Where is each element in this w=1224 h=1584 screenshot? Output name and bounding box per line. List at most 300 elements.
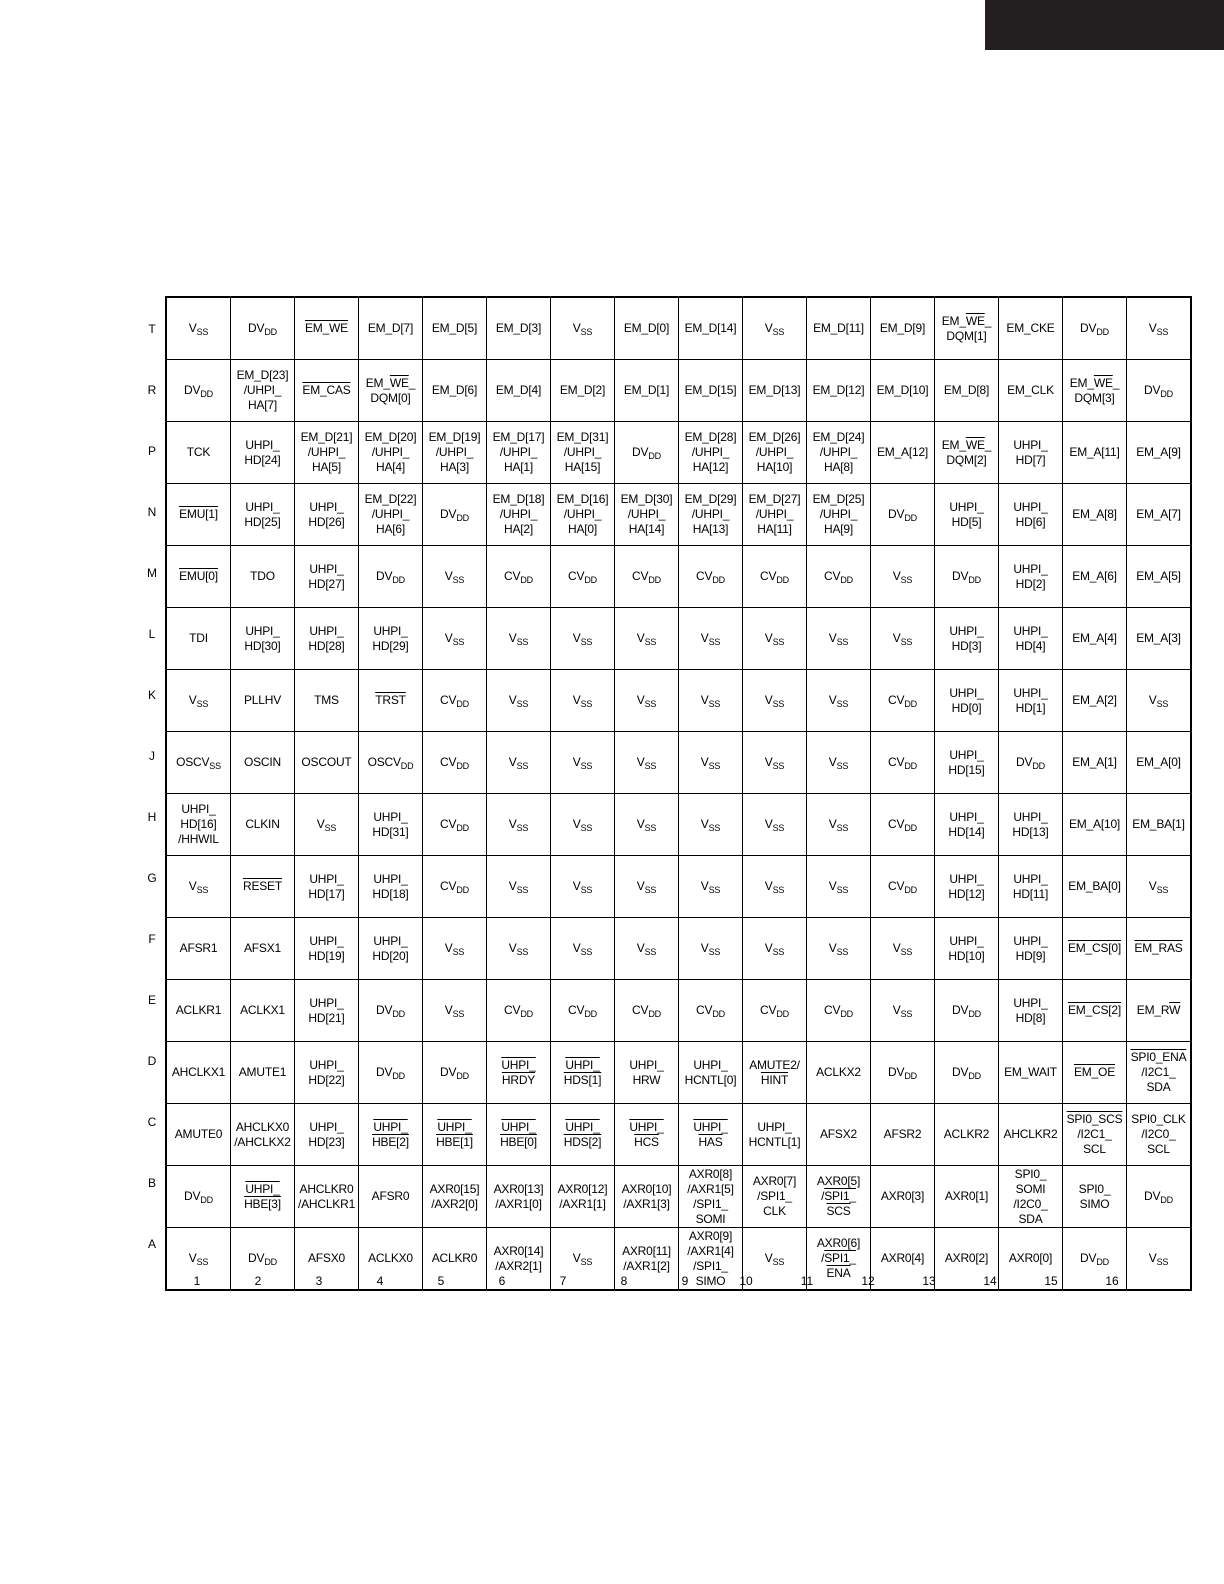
- ball-cell-C4: UHPI_ HBE[2]: [359, 1104, 423, 1166]
- ball-cell-N4: EM_D[22] /UHPI_ HA[6]: [359, 484, 423, 546]
- ball-cell-C5: UHPI_ HBE[1]: [423, 1104, 487, 1166]
- ball-cell-F8: $V_{SS}$: [615, 918, 679, 980]
- column-label-16: 16: [1105, 1274, 1119, 1288]
- ball-cell-L12: $V_{SS}$: [871, 608, 935, 670]
- ball-cell-N13: UHPI_ HD[5]: [935, 484, 999, 546]
- ball-cell-R15: $EM\_\overline{WE}\_$ DQM[3]: [1063, 360, 1127, 422]
- ball-cell-T14: EM_CKE: [999, 297, 1063, 360]
- row-label-C: C: [147, 1114, 157, 1129]
- ball-cell-T8: EM_D[0]: [615, 297, 679, 360]
- ball-cell-J2: OSCIN: [231, 732, 295, 794]
- ball-cell-L7: $V_{SS}$: [551, 608, 615, 670]
- ball-cell-P1: TCK: [166, 422, 231, 484]
- ball-cell-F16: EM_RAS: [1127, 918, 1192, 980]
- ball-cell-P3: EM_D[21] /UHPI_ HA[5]: [295, 422, 359, 484]
- ball-cell-E4: $DV_{DD}$: [359, 980, 423, 1042]
- column-label-1: 1: [193, 1274, 201, 1288]
- ball-cell-D8: UHPI_ HRW: [615, 1042, 679, 1104]
- row-label-M: M: [147, 565, 157, 580]
- ball-cell-F3: UHPI_ HD[19]: [295, 918, 359, 980]
- ball-cell-P12: EM_A[12]: [871, 422, 935, 484]
- ball-cell-E5: $V_{SS}$: [423, 980, 487, 1042]
- ball-cell-J13: UHPI_ HD[15]: [935, 732, 999, 794]
- ball-cell-H5: $CV_{DD}$: [423, 794, 487, 856]
- row-label-T: T: [148, 321, 156, 336]
- ball-cell-N10: EM_D[27] /UHPI_ HA[11]: [743, 484, 807, 546]
- ball-cell-T2: $DV_{DD}$: [231, 297, 295, 360]
- ball-cell-D1: AHCLKX1: [166, 1042, 231, 1104]
- row-label-L: L: [148, 626, 156, 641]
- ball-cell-P13: $EM\_\overline{WE}\_$ DQM[2]: [935, 422, 999, 484]
- ball-cell-H8: $V_{SS}$: [615, 794, 679, 856]
- ball-cell-C1: AMUTE0: [166, 1104, 231, 1166]
- row-label-N: N: [147, 504, 157, 519]
- ball-cell-F5: $V_{SS}$: [423, 918, 487, 980]
- ball-cell-H14: UHPI_ HD[13]: [999, 794, 1063, 856]
- ball-cell-G13: UHPI_ HD[12]: [935, 856, 999, 918]
- ball-cell-P10: EM_D[26] /UHPI_ HA[10]: [743, 422, 807, 484]
- ball-cell-G3: UHPI_ HD[17]: [295, 856, 359, 918]
- column-label-12: 12: [861, 1274, 875, 1288]
- ball-cell-T6: EM_D[3]: [487, 297, 551, 360]
- ball-cell-D3: UHPI_ HD[22]: [295, 1042, 359, 1104]
- ball-cell-P8: $DV_{DD}$: [615, 422, 679, 484]
- ball-cell-L6: $V_{SS}$: [487, 608, 551, 670]
- ball-cell-P6: EM_D[17] /UHPI_ HA[1]: [487, 422, 551, 484]
- ball-cell-H11: $V_{SS}$: [807, 794, 871, 856]
- ball-cell-B15: SPI0_ SIMO: [1063, 1166, 1127, 1228]
- row-label-R: R: [147, 382, 157, 397]
- ball-cell-M16: EM_A[5]: [1127, 546, 1192, 608]
- row-label-P: P: [147, 443, 156, 458]
- ball-cell-R3: EM_CAS: [295, 360, 359, 422]
- ball-cell-H15: EM_A[10]: [1063, 794, 1127, 856]
- ball-cell-P16: EM_A[9]: [1127, 422, 1192, 484]
- ball-cell-K11: $V_{SS}$: [807, 670, 871, 732]
- ball-cell-J14: $DV_{DD}$: [999, 732, 1063, 794]
- ball-cell-J11: $V_{SS}$: [807, 732, 871, 794]
- ball-cell-G11: $V_{SS}$: [807, 856, 871, 918]
- ball-cell-T13: $EM\_\overline{WE}\_$ DQM[1]: [935, 297, 999, 360]
- ball-cell-M13: $DV_{DD}$: [935, 546, 999, 608]
- ball-cell-J16: EM_A[0]: [1127, 732, 1192, 794]
- grid-row-K: [166, 670, 1191, 732]
- ball-cell-M8: $CV_{DD}$: [615, 546, 679, 608]
- ball-cell-M9: $CV_{DD}$: [679, 546, 743, 608]
- ball-cell-G16: $V_{SS}$: [1127, 856, 1192, 918]
- ball-cell-F2: AFSX1: [231, 918, 295, 980]
- ball-cell-G4: UHPI_ HD[18]: [359, 856, 423, 918]
- ball-cell-M4: $DV_{DD}$: [359, 546, 423, 608]
- ball-cell-E12: $V_{SS}$: [871, 980, 935, 1042]
- ball-cell-A11: AXR0[6] /SPI1_ $\overline{ENA}$: [807, 1228, 871, 1291]
- ball-cell-A7: $V_{SS}$: [551, 1228, 615, 1291]
- ball-cell-L15: EM_A[4]: [1063, 608, 1127, 670]
- ball-cell-M10: $CV_{DD}$: [743, 546, 807, 608]
- ball-cell-H4: UHPI_ HD[31]: [359, 794, 423, 856]
- ball-cell-R9: EM_D[15]: [679, 360, 743, 422]
- ball-cell-E16: $EM\_R\overline{W}$: [1127, 980, 1192, 1042]
- ball-cell-K6: $V_{SS}$: [487, 670, 551, 732]
- ball-cell-H9: $V_{SS}$: [679, 794, 743, 856]
- ball-cell-N14: UHPI_ HD[6]: [999, 484, 1063, 546]
- ball-cell-K2: PLLHV: [231, 670, 295, 732]
- ball-cell-K5: $CV_{DD}$: [423, 670, 487, 732]
- ball-cell-T16: $V_{SS}$: [1127, 297, 1192, 360]
- ball-cell-C16: SPI0_CLK /I2C0_ SCL: [1127, 1104, 1192, 1166]
- ball-cell-P11: EM_D[24] /UHPI_ HA[8]: [807, 422, 871, 484]
- ball-cell-J7: $V_{SS}$: [551, 732, 615, 794]
- ball-cell-E8: $CV_{DD}$: [615, 980, 679, 1042]
- ball-cell-B3: AHCLKR0 /AHCLKR1: [295, 1166, 359, 1228]
- ball-cell-K12: $CV_{DD}$: [871, 670, 935, 732]
- ball-cell-N12: $DV_{DD}$: [871, 484, 935, 546]
- ball-cell-G5: $CV_{DD}$: [423, 856, 487, 918]
- ball-cell-D16: SPI0_ENA /I2C1_ SDA: [1127, 1042, 1192, 1104]
- ball-cell-L8: $V_{SS}$: [615, 608, 679, 670]
- ball-cell-M11: $CV_{DD}$: [807, 546, 871, 608]
- ball-cell-D5: $DV_{DD}$: [423, 1042, 487, 1104]
- column-label-14: 14: [983, 1274, 997, 1288]
- row-label-K: K: [147, 687, 156, 702]
- ball-cell-B6: AXR0[13] /AXR1[0]: [487, 1166, 551, 1228]
- ball-cell-T12: EM_D[9]: [871, 297, 935, 360]
- grid-row-D: [166, 1042, 1191, 1104]
- ball-cell-A14: AXR0[0]: [999, 1228, 1063, 1291]
- ball-cell-D4: $DV_{DD}$: [359, 1042, 423, 1104]
- ball-cell-G10: $V_{SS}$: [743, 856, 807, 918]
- ball-cell-F10: $V_{SS}$: [743, 918, 807, 980]
- ball-cell-E9: $CV_{DD}$: [679, 980, 743, 1042]
- ball-cell-D12: $DV_{DD}$: [871, 1042, 935, 1104]
- ball-cell-N16: EM_A[7]: [1127, 484, 1192, 546]
- row-label-H: H: [147, 809, 157, 824]
- ball-cell-N3: UHPI_ HD[26]: [295, 484, 359, 546]
- ball-cell-J8: $V_{SS}$: [615, 732, 679, 794]
- ball-cell-C14: AHCLKR2: [999, 1104, 1063, 1166]
- ball-cell-C12: AFSR2: [871, 1104, 935, 1166]
- ball-cell-R11: EM_D[12]: [807, 360, 871, 422]
- ball-cell-P7: EM_D[31] /UHPI_ HA[15]: [551, 422, 615, 484]
- ball-cell-R16: $DV_{DD}$: [1127, 360, 1192, 422]
- ball-cell-B1: $DV_{DD}$: [166, 1166, 231, 1228]
- ball-cell-K14: UHPI_ HD[1]: [999, 670, 1063, 732]
- ball-cell-G9: $V_{SS}$: [679, 856, 743, 918]
- ball-cell-F1: AFSR1: [166, 918, 231, 980]
- page-corner-tab: [985, 0, 1224, 50]
- ball-cell-C7: UHPI_ HDS[2]: [551, 1104, 615, 1166]
- ball-cell-R6: EM_D[4]: [487, 360, 551, 422]
- column-label-3: 3: [315, 1274, 323, 1288]
- ball-cell-N5: $DV_{DD}$: [423, 484, 487, 546]
- grid-row-F: [166, 918, 1191, 980]
- ball-cell-F9: $V_{SS}$: [679, 918, 743, 980]
- ball-cell-A1: $V_{SS}$: [166, 1228, 231, 1291]
- ball-cell-F7: $V_{SS}$: [551, 918, 615, 980]
- ball-cell-E11: $CV_{DD}$: [807, 980, 871, 1042]
- ball-cell-B9: AXR0[8] /AXR1[5] /SPI1_ SOMI: [679, 1166, 743, 1228]
- ball-cell-A3: AFSX0: [295, 1228, 359, 1291]
- ball-cell-B2: UHPI_ HBE[3]: [231, 1166, 295, 1228]
- row-label-A: A: [147, 1236, 156, 1251]
- ball-cell-H16: EM_BA[1]: [1127, 794, 1192, 856]
- ball-cell-L1: TDI: [166, 608, 231, 670]
- ball-cell-T4: EM_D[7]: [359, 297, 423, 360]
- ball-cell-D10: AMUTE2/ HINT: [743, 1042, 807, 1104]
- ball-cell-G12: $CV_{DD}$: [871, 856, 935, 918]
- ball-cell-H2: CLKIN: [231, 794, 295, 856]
- ball-cell-J5: $CV_{DD}$: [423, 732, 487, 794]
- ball-cell-H12: $CV_{DD}$: [871, 794, 935, 856]
- ball-cell-R4: $EM\_\overline{WE}\_$ DQM[0]: [359, 360, 423, 422]
- ball-cell-R1: $DV_{DD}$: [166, 360, 231, 422]
- ball-cell-L16: EM_A[3]: [1127, 608, 1192, 670]
- ball-cell-R13: EM_D[8]: [935, 360, 999, 422]
- ball-cell-P14: UHPI_ HD[7]: [999, 422, 1063, 484]
- ball-cell-L10: $V_{SS}$: [743, 608, 807, 670]
- ball-cell-B14: SPI0_ SOMI /I2C0_ SDA: [999, 1166, 1063, 1228]
- row-label-F: F: [148, 931, 156, 946]
- ball-cell-B13: AXR0[1]: [935, 1166, 999, 1228]
- ball-cell-A10: $V_{SS}$: [743, 1228, 807, 1291]
- grid-row-T: [166, 297, 1191, 360]
- ball-cell-H13: UHPI_ HD[14]: [935, 794, 999, 856]
- ball-cell-R2: EM_D[23] /UHPI_ HA[7]: [231, 360, 295, 422]
- grid-row-B: [166, 1166, 1191, 1228]
- ball-cell-G8: $V_{SS}$: [615, 856, 679, 918]
- ball-cell-L2: UHPI_ HD[30]: [231, 608, 295, 670]
- ball-cell-E6: $CV_{DD}$: [487, 980, 551, 1042]
- ball-cell-M3: UHPI_ HD[27]: [295, 546, 359, 608]
- ball-cell-B4: AFSR0: [359, 1166, 423, 1228]
- grid-row-L: [166, 608, 1191, 670]
- ball-cell-T5: EM_D[5]: [423, 297, 487, 360]
- ball-cell-C9: UHPI_ $\overline{HAS}$: [679, 1104, 743, 1166]
- column-label-11: 11: [800, 1274, 814, 1288]
- ball-cell-K15: EM_A[2]: [1063, 670, 1127, 732]
- column-label-10: 10: [739, 1274, 753, 1288]
- ball-cell-R14: EM_CLK: [999, 360, 1063, 422]
- ball-cell-B16: $DV_{DD}$: [1127, 1166, 1192, 1228]
- ball-cell-J12: $CV_{DD}$: [871, 732, 935, 794]
- ball-cell-J4: $OSCV_{DD}$: [359, 732, 423, 794]
- ball-cell-G1: $V_{SS}$: [166, 856, 231, 918]
- ball-cell-T9: EM_D[14]: [679, 297, 743, 360]
- ball-cell-E15: EM_CS[2]: [1063, 980, 1127, 1042]
- ball-cell-F11: $V_{SS}$: [807, 918, 871, 980]
- ball-cell-F14: UHPI_ HD[9]: [999, 918, 1063, 980]
- grid-row-G: [166, 856, 1191, 918]
- ball-cell-J1: $OSCV_{SS}$: [166, 732, 231, 794]
- ball-cell-H1: UHPI_ HD[16] /HHWIL: [166, 794, 231, 856]
- column-label-5: 5: [437, 1274, 445, 1288]
- ball-cell-N6: EM_D[18] /UHPI_ HA[2]: [487, 484, 551, 546]
- ball-cell-E2: ACLKX1: [231, 980, 295, 1042]
- ball-cell-B12: AXR0[3]: [871, 1166, 935, 1228]
- ball-cell-F4: UHPI_ HD[20]: [359, 918, 423, 980]
- ball-cell-N8: EM_D[30] /UHPI_ HA[14]: [615, 484, 679, 546]
- ball-cell-D14: EM_WAIT: [999, 1042, 1063, 1104]
- ball-cell-K13: UHPI_ HD[0]: [935, 670, 999, 732]
- ball-cell-T7: $V_{SS}$: [551, 297, 615, 360]
- ball-cell-R7: EM_D[2]: [551, 360, 615, 422]
- ball-cell-J9: $V_{SS}$: [679, 732, 743, 794]
- ball-cell-T3: EM_WE: [295, 297, 359, 360]
- grid-row-M: [166, 546, 1191, 608]
- ball-cell-K7: $V_{SS}$: [551, 670, 615, 732]
- row-label-B: B: [147, 1175, 156, 1190]
- ball-cell-F6: $V_{SS}$: [487, 918, 551, 980]
- ball-cell-K10: $V_{SS}$: [743, 670, 807, 732]
- ball-cell-G15: EM_BA[0]: [1063, 856, 1127, 918]
- column-label-2: 2: [254, 1274, 262, 1288]
- ball-cell-M14: UHPI_ HD[2]: [999, 546, 1063, 608]
- column-label-7: 7: [559, 1274, 567, 1288]
- grid-row-C: [166, 1104, 1191, 1166]
- ball-cell-P5: EM_D[19] /UHPI_ HA[3]: [423, 422, 487, 484]
- ball-cell-P9: EM_D[28] /UHPI_ HA[12]: [679, 422, 743, 484]
- grid-row-E: [166, 980, 1191, 1042]
- ball-cell-M15: EM_A[6]: [1063, 546, 1127, 608]
- ball-cell-E7: $CV_{DD}$: [551, 980, 615, 1042]
- row-label-E: E: [147, 992, 156, 1007]
- ball-cell-J15: EM_A[1]: [1063, 732, 1127, 794]
- ball-cell-C13: ACLKR2: [935, 1104, 999, 1166]
- ball-cell-N9: EM_D[29] /UHPI_ HA[13]: [679, 484, 743, 546]
- grid-row-R: [166, 360, 1191, 422]
- ball-cell-P4: EM_D[20] /UHPI_ HA[4]: [359, 422, 423, 484]
- ball-cell-D2: AMUTE1: [231, 1042, 295, 1104]
- ball-cell-K1: $V_{SS}$: [166, 670, 231, 732]
- ball-cell-J10: $V_{SS}$: [743, 732, 807, 794]
- ball-cell-H6: $V_{SS}$: [487, 794, 551, 856]
- ball-cell-A8: AXR0[11] /AXR1[2]: [615, 1228, 679, 1291]
- ball-cell-P15: EM_A[11]: [1063, 422, 1127, 484]
- ball-cell-H10: $V_{SS}$: [743, 794, 807, 856]
- ball-cell-N15: EM_A[8]: [1063, 484, 1127, 546]
- ball-cell-C8: UHPI_ $\overline{HCS}$: [615, 1104, 679, 1166]
- ball-cell-D9: UHPI_ HCNTL[0]: [679, 1042, 743, 1104]
- ball-cell-C6: UHPI_ HBE[0]: [487, 1104, 551, 1166]
- ball-cell-N2: UHPI_ HD[25]: [231, 484, 295, 546]
- ball-cell-A16: $V_{SS}$: [1127, 1228, 1192, 1291]
- ball-cell-A2: $DV_{DD}$: [231, 1228, 295, 1291]
- ball-cell-T11: EM_D[11]: [807, 297, 871, 360]
- ball-cell-F12: $V_{SS}$: [871, 918, 935, 980]
- grid-row-H: [166, 794, 1191, 856]
- ball-cell-K3: TMS: [295, 670, 359, 732]
- ball-cell-B10: AXR0[7] /SPI1_ CLK: [743, 1166, 807, 1228]
- row-label-G: G: [147, 870, 157, 885]
- ball-cell-D13: $DV_{DD}$: [935, 1042, 999, 1104]
- ball-cell-A12: AXR0[4]: [871, 1228, 935, 1291]
- ball-cell-D7: UHPI_ HDS[1]: [551, 1042, 615, 1104]
- ball-cell-K16: $V_{SS}$: [1127, 670, 1192, 732]
- ball-cell-T15: $DV_{DD}$: [1063, 297, 1127, 360]
- ball-cell-E1: ACLKR1: [166, 980, 231, 1042]
- ball-cell-R5: EM_D[6]: [423, 360, 487, 422]
- ball-cell-L4: UHPI_ HD[29]: [359, 608, 423, 670]
- ball-cell-T10: $V_{SS}$: [743, 297, 807, 360]
- ball-cell-F15: EM_CS[0]: [1063, 918, 1127, 980]
- column-label-8: 8: [620, 1274, 628, 1288]
- ball-cell-A6: AXR0[14] /AXR2[1]: [487, 1228, 551, 1291]
- ball-grid-table: [165, 296, 1192, 1291]
- ball-cell-B11: AXR0[5] /SPI1_ $\overline{SCS}$: [807, 1166, 871, 1228]
- ball-cell-A4: ACLKX0: [359, 1228, 423, 1291]
- column-label-4: 4: [376, 1274, 384, 1288]
- ball-cell-E10: $CV_{DD}$: [743, 980, 807, 1042]
- ball-cell-H3: $V_{SS}$: [295, 794, 359, 856]
- ball-cell-K4: TRST: [359, 670, 423, 732]
- ball-cell-M6: $CV_{DD}$: [487, 546, 551, 608]
- ball-cell-F13: UHPI_ HD[10]: [935, 918, 999, 980]
- ball-cell-L9: $V_{SS}$: [679, 608, 743, 670]
- ball-cell-K8: $V_{SS}$: [615, 670, 679, 732]
- grid-row-N: [166, 484, 1191, 546]
- ball-cell-P2: UHPI_ HD[24]: [231, 422, 295, 484]
- ball-cell-C10: UHPI_ HCNTL[1]: [743, 1104, 807, 1166]
- ball-cell-B5: AXR0[15] /AXR2[0]: [423, 1166, 487, 1228]
- ball-cell-G7: $V_{SS}$: [551, 856, 615, 918]
- ball-cell-G14: UHPI_ HD[11]: [999, 856, 1063, 918]
- ball-cell-L13: UHPI_ HD[3]: [935, 608, 999, 670]
- ball-cell-A15: $DV_{DD}$: [1063, 1228, 1127, 1291]
- ball-cell-C2: AHCLKX0 /AHCLKX2: [231, 1104, 295, 1166]
- ball-cell-M12: $V_{SS}$: [871, 546, 935, 608]
- ball-cell-C3: UHPI_ HD[23]: [295, 1104, 359, 1166]
- ball-cell-G2: RESET: [231, 856, 295, 918]
- column-label-6: 6: [498, 1274, 506, 1288]
- ball-cell-E3: UHPI_ HD[21]: [295, 980, 359, 1042]
- grid-row-P: [166, 422, 1191, 484]
- ball-cell-B7: AXR0[12] /AXR1[1]: [551, 1166, 615, 1228]
- ball-cell-D11: ACLKX2: [807, 1042, 871, 1104]
- ball-cell-L14: UHPI_ HD[4]: [999, 608, 1063, 670]
- ball-cell-A13: AXR0[2]: [935, 1228, 999, 1291]
- ball-cell-J3: OSCOUT: [295, 732, 359, 794]
- column-label-13: 13: [922, 1274, 936, 1288]
- ball-cell-N1: EMU[1]: [166, 484, 231, 546]
- ball-cell-H7: $V_{SS}$: [551, 794, 615, 856]
- ball-cell-C11: AFSX2: [807, 1104, 871, 1166]
- row-label-D: D: [147, 1053, 157, 1068]
- ball-cell-R10: EM_D[13]: [743, 360, 807, 422]
- column-label-9: 9: [681, 1274, 689, 1288]
- ball-cell-C15: SPI0_SCS /I2C1_ SCL: [1063, 1104, 1127, 1166]
- ball-cell-R12: EM_D[10]: [871, 360, 935, 422]
- ball-cell-L3: UHPI_ HD[28]: [295, 608, 359, 670]
- column-label-15: 15: [1044, 1274, 1058, 1288]
- ball-cell-E13: $DV_{DD}$: [935, 980, 999, 1042]
- ball-cell-D6: UHPI_ HRDY: [487, 1042, 551, 1104]
- grid-row-J: [166, 732, 1191, 794]
- ball-cell-B8: AXR0[10] /AXR1[3]: [615, 1166, 679, 1228]
- ball-cell-A9: AXR0[9] /AXR1[4] /SPI1_ SIMO: [679, 1228, 743, 1291]
- ball-cell-D15: EM_OE: [1063, 1042, 1127, 1104]
- ball-cell-R8: EM_D[1]: [615, 360, 679, 422]
- ball-cell-M2: TDO: [231, 546, 295, 608]
- ball-cell-E14: UHPI_ HD[8]: [999, 980, 1063, 1042]
- ball-cell-G6: $V_{SS}$: [487, 856, 551, 918]
- ball-cell-M7: $CV_{DD}$: [551, 546, 615, 608]
- ball-cell-L5: $V_{SS}$: [423, 608, 487, 670]
- ball-cell-M1: EMU[0]: [166, 546, 231, 608]
- ball-cell-J6: $V_{SS}$: [487, 732, 551, 794]
- ball-cell-N7: EM_D[16] /UHPI_ HA[0]: [551, 484, 615, 546]
- ball-cell-N11: EM_D[25] /UHPI_ HA[9]: [807, 484, 871, 546]
- ball-cell-T1: $V_{SS}$: [166, 297, 231, 360]
